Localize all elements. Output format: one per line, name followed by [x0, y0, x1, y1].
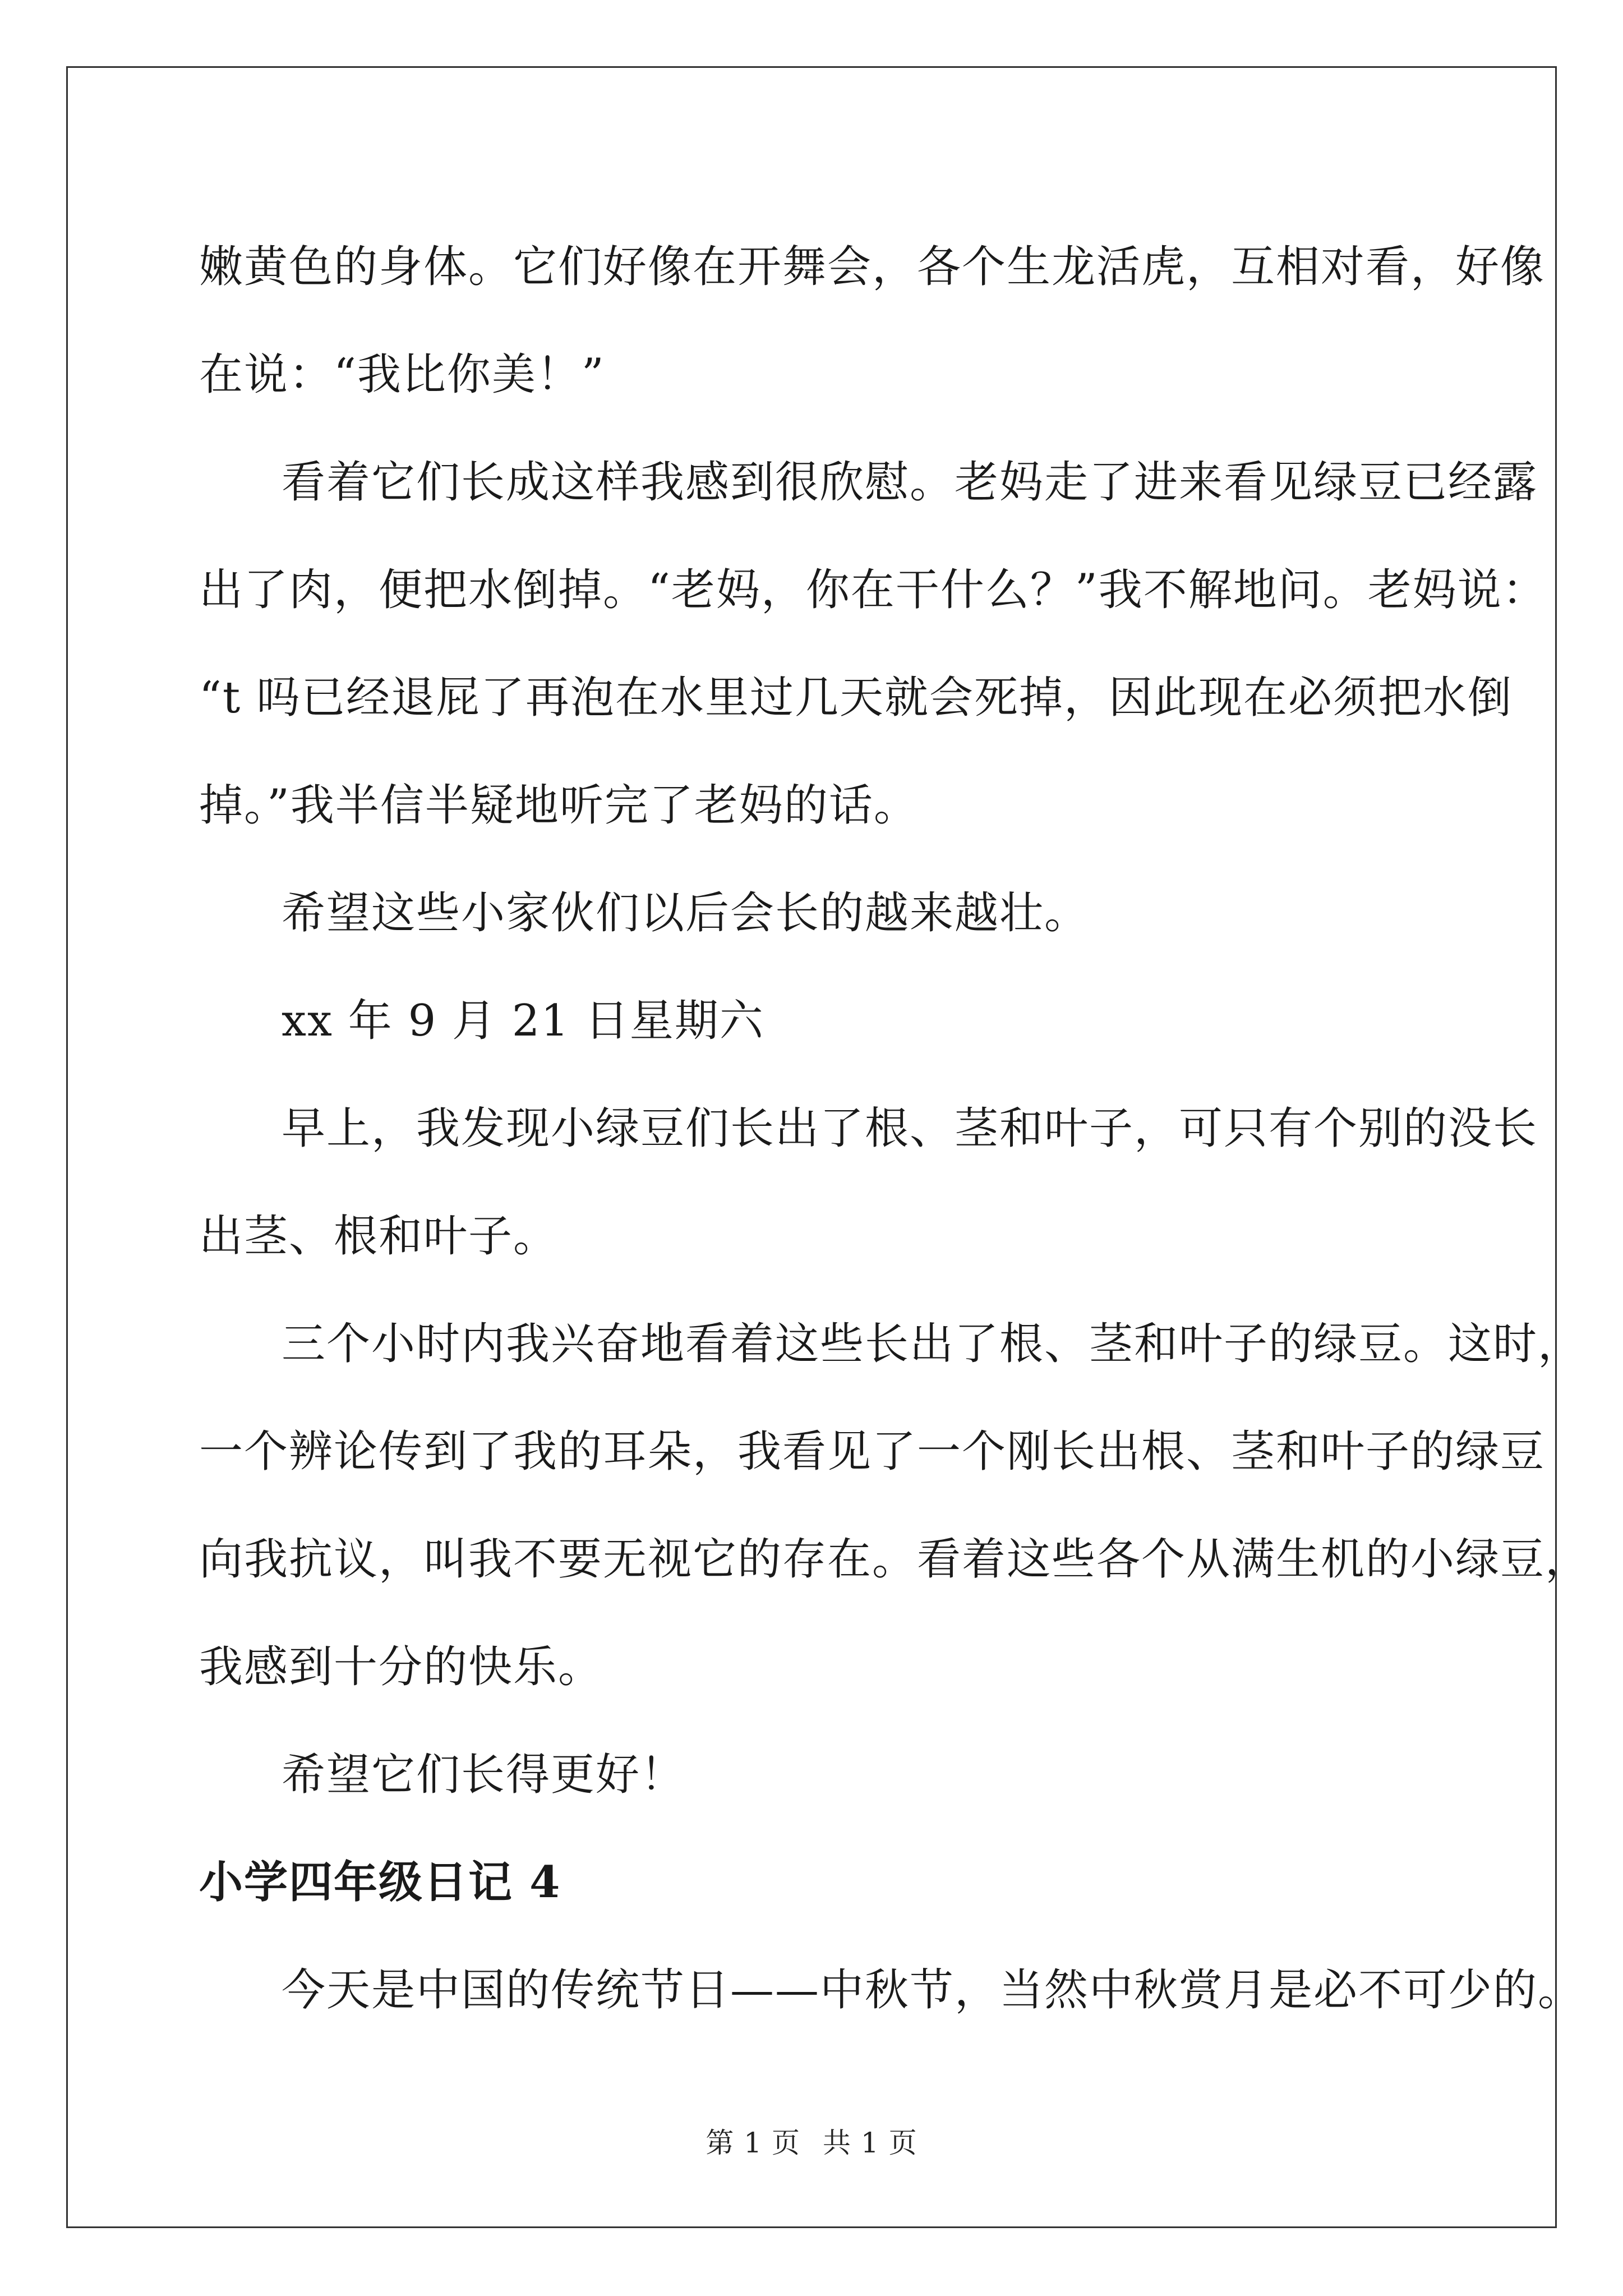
text-line: 早上，我发现小绿豆们长出了根、茎和叶子，可只有个别的没长: [282, 1103, 1538, 1154]
paragraph: [199, 1721, 1455, 1829]
text-line: 出了肉，便把水倒掉。“老妈，你在干什么？”我不解地问。老妈说：: [199, 565, 1547, 615]
text-line: 今天是中国的传统节日——中秋节，当然中秋赏月是必不可少的。: [282, 1965, 1583, 2016]
text-line: 在说：“我比你美！”: [199, 349, 605, 400]
heading-text: 小学四年级日记 4: [199, 1857, 561, 1908]
text-line: 向我抗议，叫我不要无视它的存在。看着这些各个从满生机的小绿豆，: [199, 1534, 1590, 1585]
paragraph: [199, 1290, 1590, 1721]
paragraph: [199, 1936, 1583, 2044]
text-line: 掉。”我半信半疑地听完了老妈的话。: [199, 780, 919, 831]
section-heading: [199, 1829, 1455, 1936]
text-line: 出茎、根和叶子。: [199, 1211, 559, 1262]
paragraph: [199, 429, 1547, 859]
text-line: xx 年 9 月 21 日星期六: [282, 996, 764, 1046]
text-line: 希望它们长得更好！: [282, 1750, 686, 1800]
text-line: 三个小时内我兴奋地看着这些长出了根、茎和叶子的绿豆。这时，: [282, 1319, 1583, 1369]
page-number: 第 1 页: [706, 2127, 800, 2159]
text-line: 一个辨论传到了我的耳朵，我看见了一个刚长出根、茎和叶子的绿豆: [199, 1427, 1546, 1477]
paragraph: [199, 859, 1455, 967]
text-line: “t 吗已经退屁了再泡在水里过几天就会死掉，因此现在必须把水倒: [199, 673, 1513, 723]
page-footer: [0, 2120, 1623, 2161]
text-line: 希望这些小家伙们以后会长的越来越壮。: [282, 888, 1090, 938]
document-body: [199, 213, 1590, 2044]
page-total: 共 1 页: [823, 2127, 917, 2159]
text-line: 嫩黄色的身体。它们好像在开舞会，各个生龙活虎，互相对看，好像: [199, 242, 1546, 292]
text-line: 看着它们长成这样我感到很欣慰。老妈走了进来看见绿豆已经露: [282, 457, 1538, 508]
date-line: [199, 967, 1455, 1075]
paragraph: [199, 1075, 1538, 1290]
paragraph: [199, 213, 1546, 429]
text-line: 我感到十分的快乐。: [199, 1642, 603, 1692]
